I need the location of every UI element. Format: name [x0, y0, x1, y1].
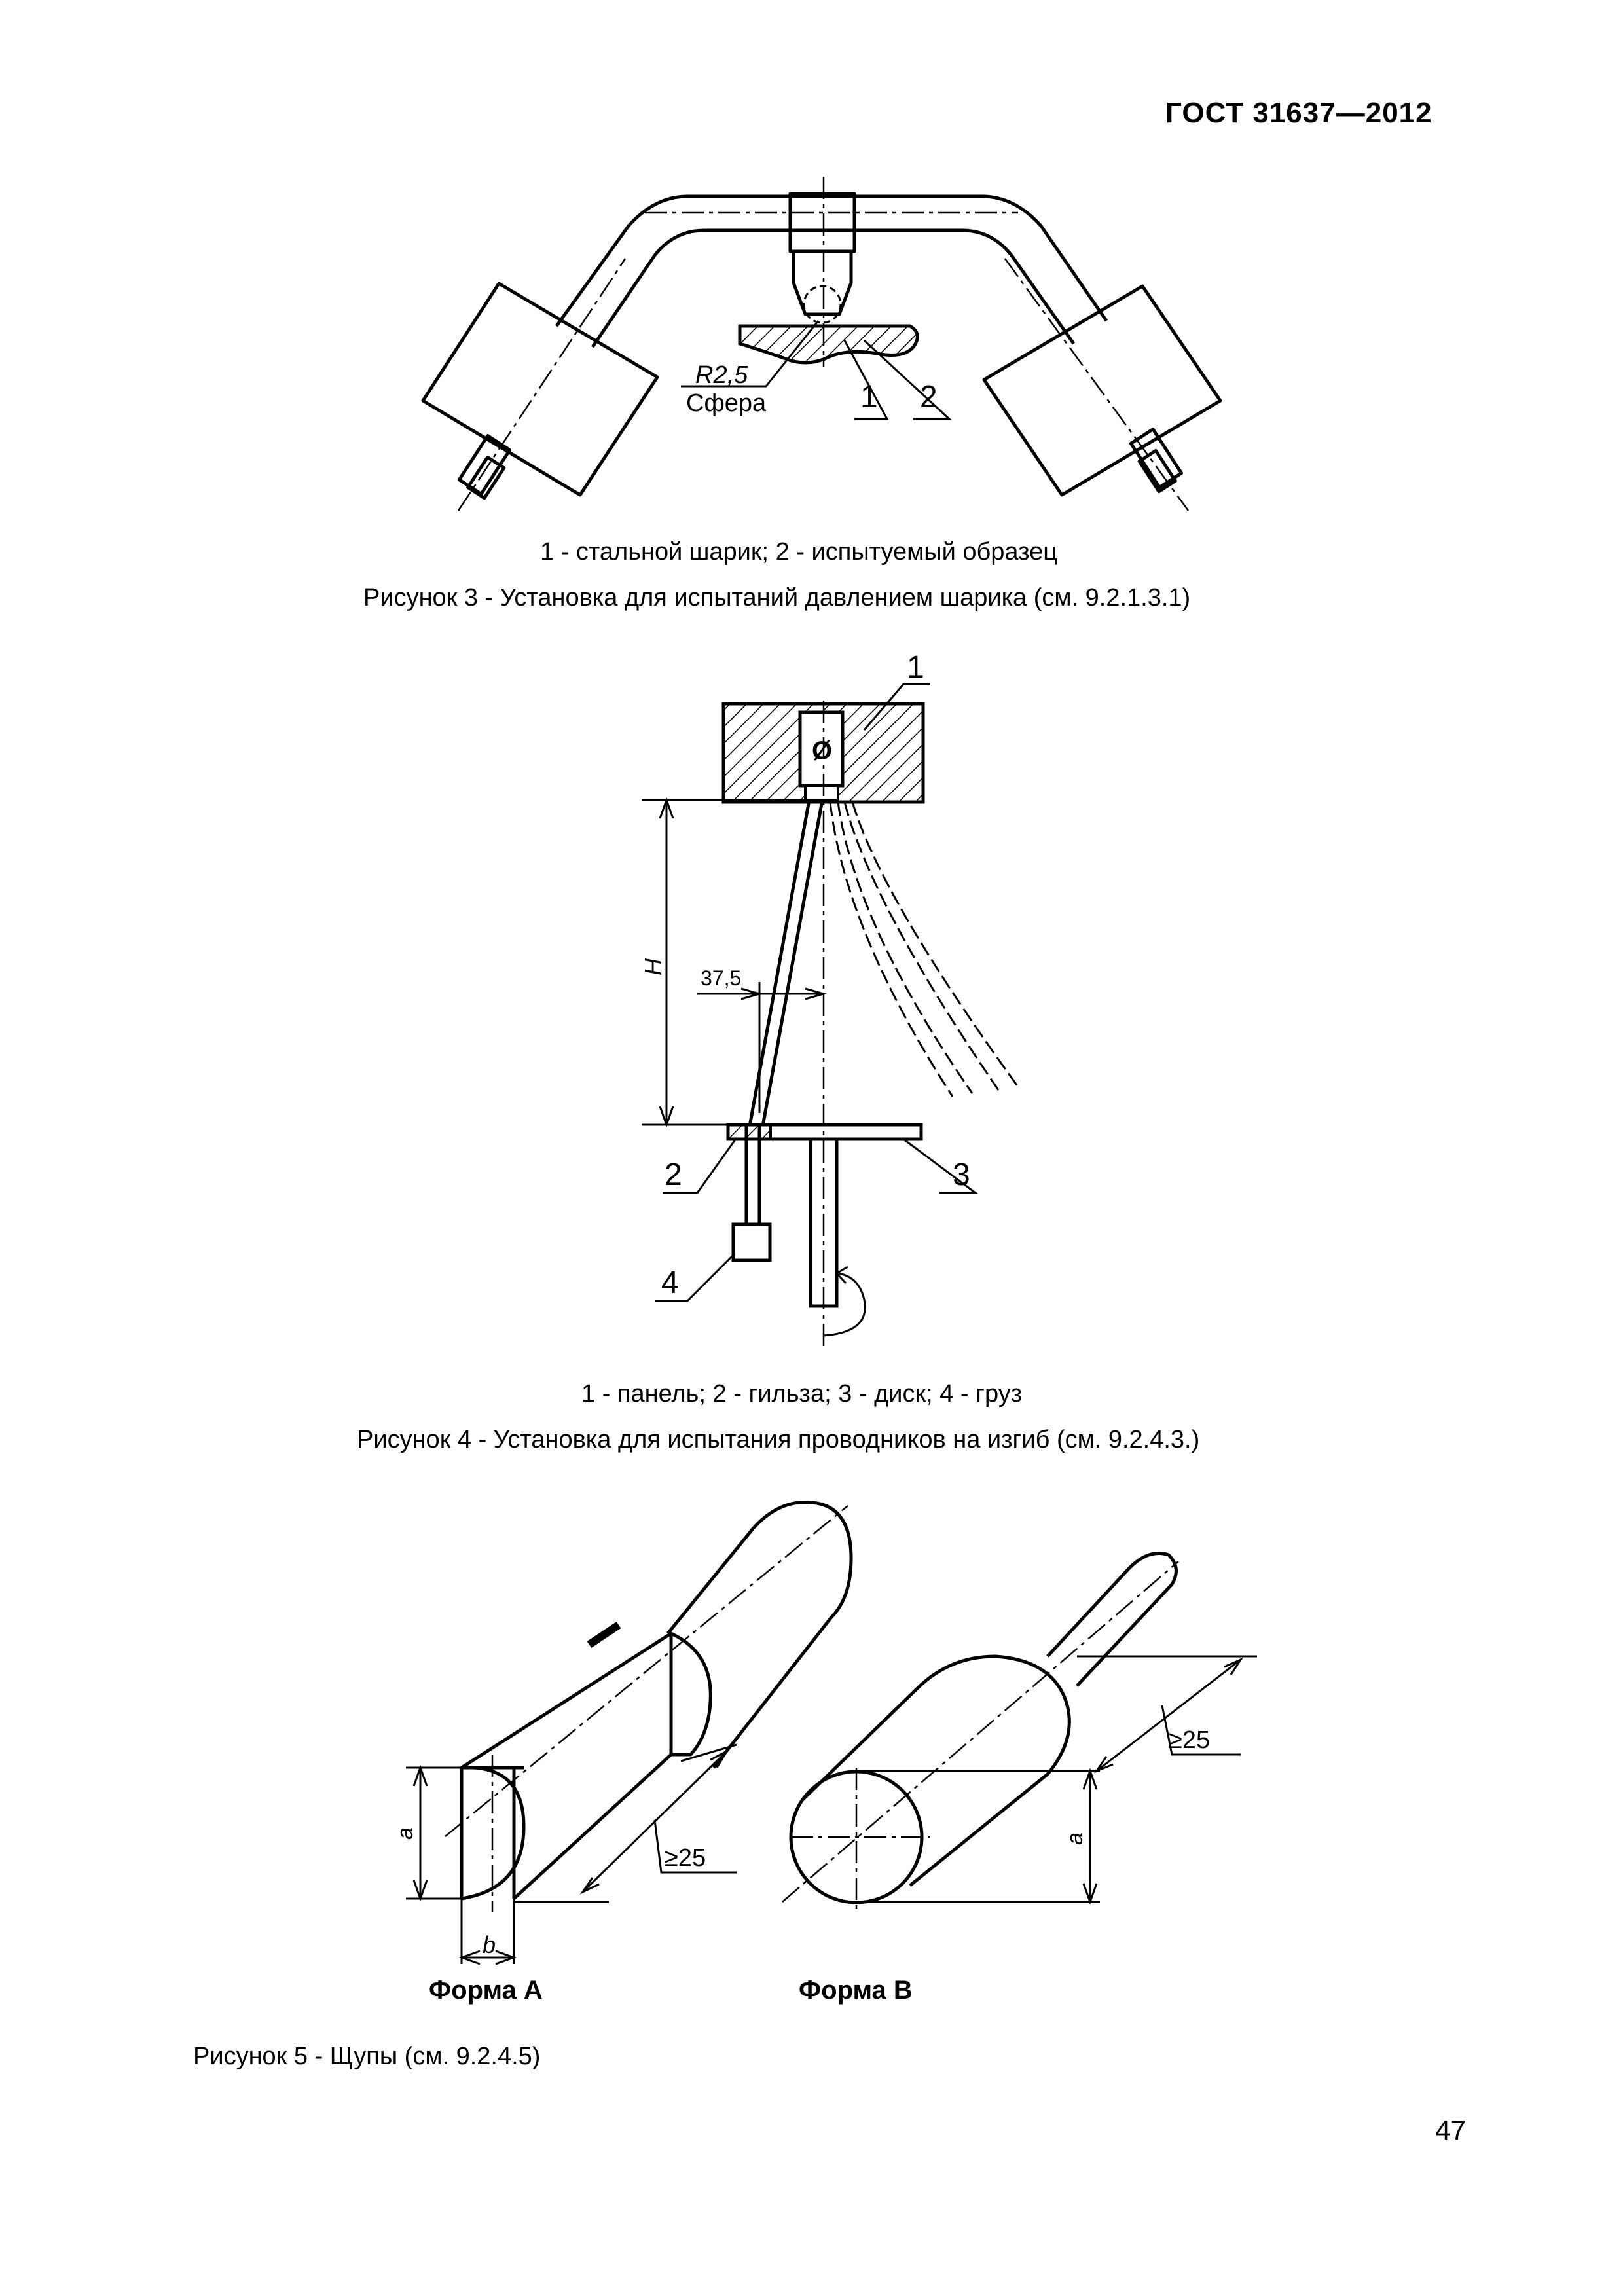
sphere-label: Сфера: [686, 390, 767, 417]
probe-a-half-cut: [671, 1633, 710, 1755]
callout-3: 3: [953, 1157, 970, 1192]
frame-rod-outer: [556, 196, 1106, 326]
conductor-right-edge: [763, 800, 822, 1126]
test-specimen: [740, 326, 917, 363]
figure-3-legend: 1 - стальной шарик; 2 - испытуемый образец: [540, 538, 1058, 566]
ball-holder: [790, 194, 854, 251]
page-number: 47: [1435, 2115, 1466, 2145]
probe-a-cylinder-end: [668, 1503, 851, 1768]
len-label-right: ≥25: [1169, 1726, 1211, 1754]
probe-a-flat-face: [462, 1633, 671, 1768]
len-label-left: ≥25: [665, 1844, 706, 1872]
figure-4-caption: Рисунок 4 - Установка для испытания проводников на изгиб (см. 9.2.4.3.): [357, 1426, 1200, 1453]
figure-4-drawing: [629, 629, 1087, 1349]
radius-label: R2,5: [695, 361, 748, 389]
a-label-left: a: [393, 1827, 418, 1840]
diameter-symbol: Ø: [812, 737, 833, 765]
figure-5-drawing: [380, 1480, 1270, 1997]
height-label: H: [640, 958, 666, 975]
figure-4-legend: 1 - панель; 2 - гильза; 3 - диск; 4 - груз: [581, 1380, 1023, 1408]
steel-ball-outline: [804, 286, 841, 323]
offset-label: 37,5: [701, 966, 742, 990]
figure-3-caption: Рисунок 3 - Установка для испытаний давлением шарика (см. 9.2.1.3.1): [363, 584, 1191, 611]
callout-1: 1: [860, 380, 878, 414]
b-label: b: [483, 1931, 496, 1958]
left-weight-block: [423, 283, 657, 495]
document-id: ГОСТ 31637—2012: [1165, 97, 1432, 129]
callout-4: 4: [661, 1266, 679, 1300]
figure-5-caption: Рисунок 5 - Щупы (см. 9.2.4.5): [193, 2043, 541, 2070]
a-label-right: a: [1063, 1832, 1087, 1845]
callout-2: 2: [920, 380, 938, 414]
ball-holder-cone: [793, 251, 851, 314]
form-b-label: Форма В: [799, 1976, 913, 2005]
weight: [733, 1224, 770, 1260]
figure-3-drawing: [406, 177, 1257, 517]
form-a-label: Форма А: [429, 1976, 543, 2005]
bushing: [728, 1125, 771, 1139]
callout-2: 2: [665, 1157, 682, 1192]
callout-1: 1: [907, 650, 924, 685]
